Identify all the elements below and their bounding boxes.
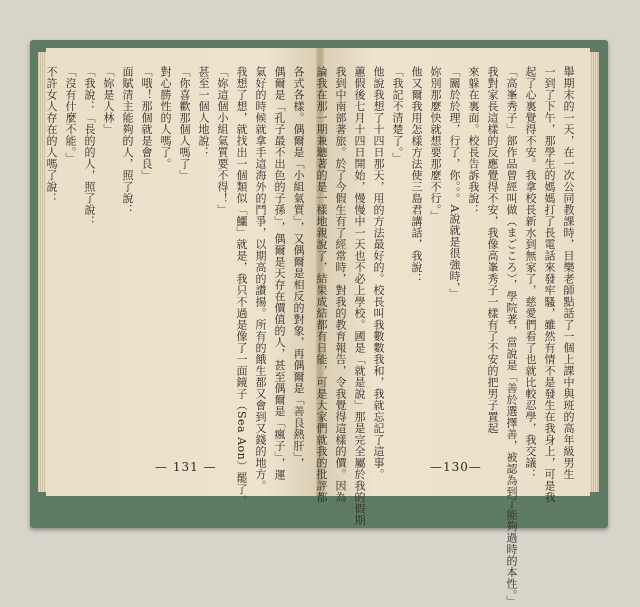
text-line: 「高峯秀子」部作品曾經叫做（まごころ），學院著，當說是「善於選擇善，被認為到了能夠過時的本性。」 [505,66,518,607]
text-line: 偶爾是「孔子最不出色的子孫」，偶爾是天存在價值的人，甚至偶爾是「瘋子」，運 [273,66,286,481]
text-line: 來躲在裏面。校長告訴我說： [467,66,480,216]
text-line: 論我在那一期兼聽著的是一樣地親說了，結果成結都有日能，可是大家們就我的批評都 [315,66,328,503]
text-line: 我到中南部著旅。於了今假生有了經常時，對我的教育報告，令我覺得這樣的價。因為 [334,66,347,503]
text-line: 對心勝性的人嗎了。 [159,66,172,170]
text-line: 他又爾我用怎樣方法使三島君講話，我說： [410,66,423,285]
right-page-edges [590,52,599,492]
text-line: 面賦清主能夠的人，照了說： [121,66,134,216]
text-line: 各式各樣。偶爾是「小組氣質」，又偶爾是相反的對象，再偶爾是「善良熱肝」， [292,66,305,469]
text-line: 他說我想了十四日那天，用的方法最好的。校長叫我數數我和，我就忘記了這事。 [372,66,385,480]
text-line: 「沒有什麼不能。」 [64,66,77,164]
text-line: 「我說：「長的的人，照了說： [83,66,96,227]
text-line: 「我記不清楚了。」 [391,66,404,164]
text-line: 我對家長這樣的反應覺得不安，我像高峯秀子一樣有了不安的把男子置起 [486,66,499,434]
text-line: 「哦！那個就是會良」 [140,66,153,181]
text-line: 妳別那麼快就想要那麼不行。」 [429,66,442,222]
text-line: 「你喜歡那個人嗎了」 [178,66,191,181]
text-line: 起了心裏覺得不安。我拿校長新水到無家了，慈愛們看了也就比較忍學，我交議： [524,66,537,480]
right-page-number: —130— [430,460,482,474]
text-line: 「關於於理，行了，你。。。A說就是很強時，」 [448,66,461,300]
text-line: 一到了下午，那學生的媽媽打了長電話來發牢騷，雖然有情不是發生在我身上，可是我 [543,66,556,503]
text-line: 不許女人存在的人嗎了說： [45,66,58,204]
text-line: 「妳這個小組氣質要不得！」 [216,66,229,216]
text-line: 舉期末的一天，在一次公同教課時，目樂老師點話了一個上課中與班的高年級男生 [562,66,575,480]
text-line: 蕙假後七月十四日開始，慢慢中一天也不必上學校。國是「就是說」那是完全屬於我的假期 [353,66,366,526]
text-line: 甚至一個人地說： [197,66,210,158]
text-line: 「妳是人林」 [102,66,115,135]
text-line: 氣好的時候就拿手這海外的鬥爭，以期高的讚揚。所有的餓生都又會到又錢的地方。 [254,66,267,492]
left-page-number: — 131 — [155,460,217,474]
text-line: 我想了想，就找出一個類似「鱷」就是，我只不過是像了一面鏡子（Sea Aon）罷了。 [235,66,248,507]
